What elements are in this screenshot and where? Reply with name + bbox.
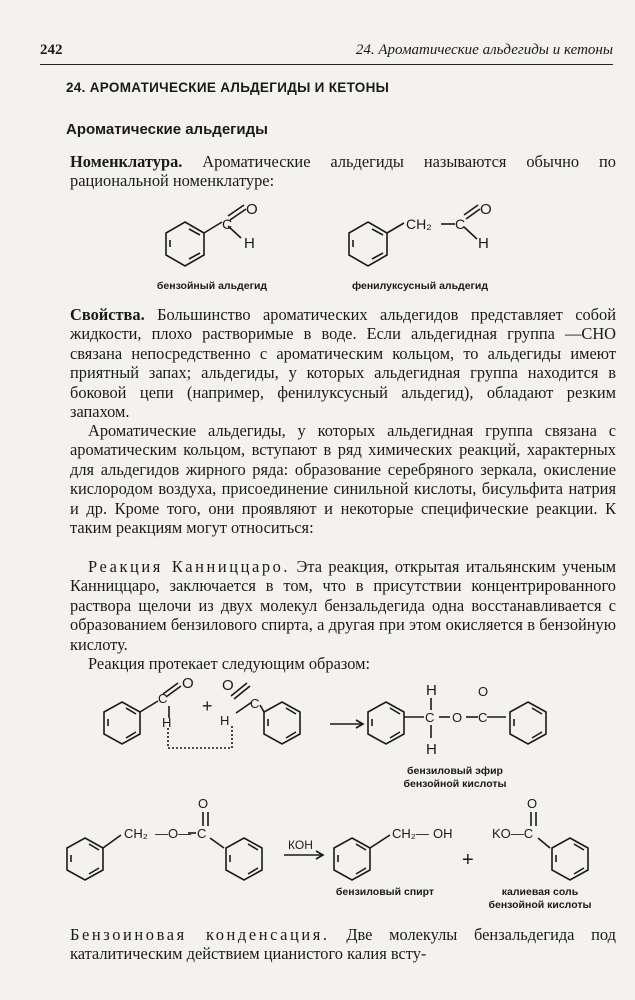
cannizzaro-o2: O — [222, 677, 234, 694]
potassium-benzoate-label — [470, 886, 610, 912]
hydrolysis-o-top: O — [198, 796, 209, 811]
salt-ko-c: KO—C — [492, 826, 534, 841]
phenylacetaldehyde-label: фенилуксусный альдегид — [351, 280, 489, 292]
cannizzaro-lead: Реакция Канниццаро. — [88, 557, 291, 576]
nomenclature-lead: Номенклатура. — [70, 152, 183, 171]
cannizzaro-plus: + — [202, 696, 213, 716]
salt-o-top: O — [527, 796, 538, 811]
page-number: 242 — [40, 42, 63, 58]
benzyl-benzoate-label-line1: бензиловый эфир — [407, 765, 503, 777]
cannizzaro-o1: O — [182, 675, 194, 692]
properties-paragraph — [70, 305, 616, 421]
phenylacetaldehyde-ring — [349, 205, 480, 266]
ester-o-carbonyl: O — [478, 684, 489, 699]
ester-c-carbonyl: C — [478, 710, 488, 725]
phenylacetaldehyde-c: C — [455, 216, 466, 232]
nomenclature-text: Ароматические альдегиды называются обычно по рациональной номенклатуре: — [70, 152, 616, 191]
potassium-benzoate-label-line2: бензойной кислоты — [488, 899, 592, 911]
benzyl-benzoate-label-line2: бензойной кислоты — [403, 778, 507, 790]
benzyl-alcohol-label: бензиловый спирт — [335, 886, 435, 898]
cannizzaro-c1: C — [158, 691, 168, 706]
properties-text: Большинство ароматических альдегидов представляет собой жидкости, плохо растворимые в воде. Если альдегидная группа —СНО связана непосредственно с ароматическим кольцом, то альдегиды имеют приятный запах; альдегиды, у которых альдегидная группа находится в боковой цепи (например, фенилуксусный альдегид), обладают резким запахом. — [70, 305, 616, 422]
phenylacetaldehyde-h: H — [478, 235, 489, 252]
benzoin-lead: Бензоиновая конденсация. — [70, 925, 330, 944]
benzoin-paragraph — [70, 925, 616, 964]
hydrolysis-dash-o: —O— — [155, 826, 192, 841]
alcohol-oh: OH — [433, 826, 453, 841]
running-title: 24. Ароматические альдегиды и кетоны — [355, 42, 613, 58]
ester-h-top: H — [426, 682, 437, 699]
ester-h-bottom: H — [426, 741, 437, 758]
cannizzaro-h1: H — [162, 715, 172, 730]
alcohol-ch2: CH₂— — [392, 826, 429, 841]
products-plus: + — [462, 849, 474, 871]
reactions-paragraph: Ароматические альдегиды, у которых альдегидная группа связана с ароматическим кольцом, вступают в ряд химических реакций, характерных для альдегидов жирного ряда: образование серебряного зеркала, окисление кислородом воздуха, присоединение синильной кислоты, бисульфита натрия и др. Кроме того, они проявляют и некоторые специфические реакции. К таким реакциям могут относиться: — [70, 421, 616, 538]
benzaldehyde-c: C — [222, 216, 233, 232]
cannizzaro-text: Эта реакция, открытая итальянским ученым Канниццаро, заключается в том, что в присутствии концентрированного раствора щелочи из двух молекул бензальдегида одна восстанавливается с образованием бензилового спирта, а другая при этом окисляется в бензойную кислоту. — [70, 557, 616, 654]
benzaldehyde-o: O — [246, 201, 258, 218]
benzyl-benzoate-label — [380, 765, 530, 791]
ester-o: O — [452, 710, 463, 725]
hydrolysis-c: C — [197, 826, 207, 841]
cannizzaro-c2: C — [250, 696, 260, 711]
hydrolysis-structures — [67, 812, 588, 880]
benzaldehyde-h: H — [244, 235, 255, 252]
subsection-title: Ароматические альдегиды — [66, 121, 268, 138]
properties-lead: Свойства. — [70, 305, 145, 324]
koh-reagent: КОН — [288, 838, 313, 852]
section-title: 24. АРОМАТИЧЕСКИЕ АЛЬДЕГИДЫ И КЕТОНЫ — [66, 80, 390, 95]
hydrolysis-ch2: CH₂ — [124, 826, 148, 841]
phenylacetaldehyde-ch2: CH₂ — [406, 216, 432, 232]
phenylacetaldehyde-o: O — [480, 201, 492, 218]
reaction-intro: Реакция протекает следующим образом: — [88, 654, 371, 673]
potassium-benzoate-label-line1: калиевая соль — [501, 886, 579, 898]
benzoin-text: Две молекулы бензальдегида под каталитическим действием цианистого калия всту- — [70, 925, 616, 964]
cannizzaro-paragraph — [70, 557, 616, 654]
benzaldehyde-label: бензойный альдегид — [156, 280, 268, 292]
cannizzaro-h2: H — [220, 713, 230, 728]
benzaldehyde-ring — [166, 205, 246, 266]
ester-c-center: C — [425, 710, 435, 725]
